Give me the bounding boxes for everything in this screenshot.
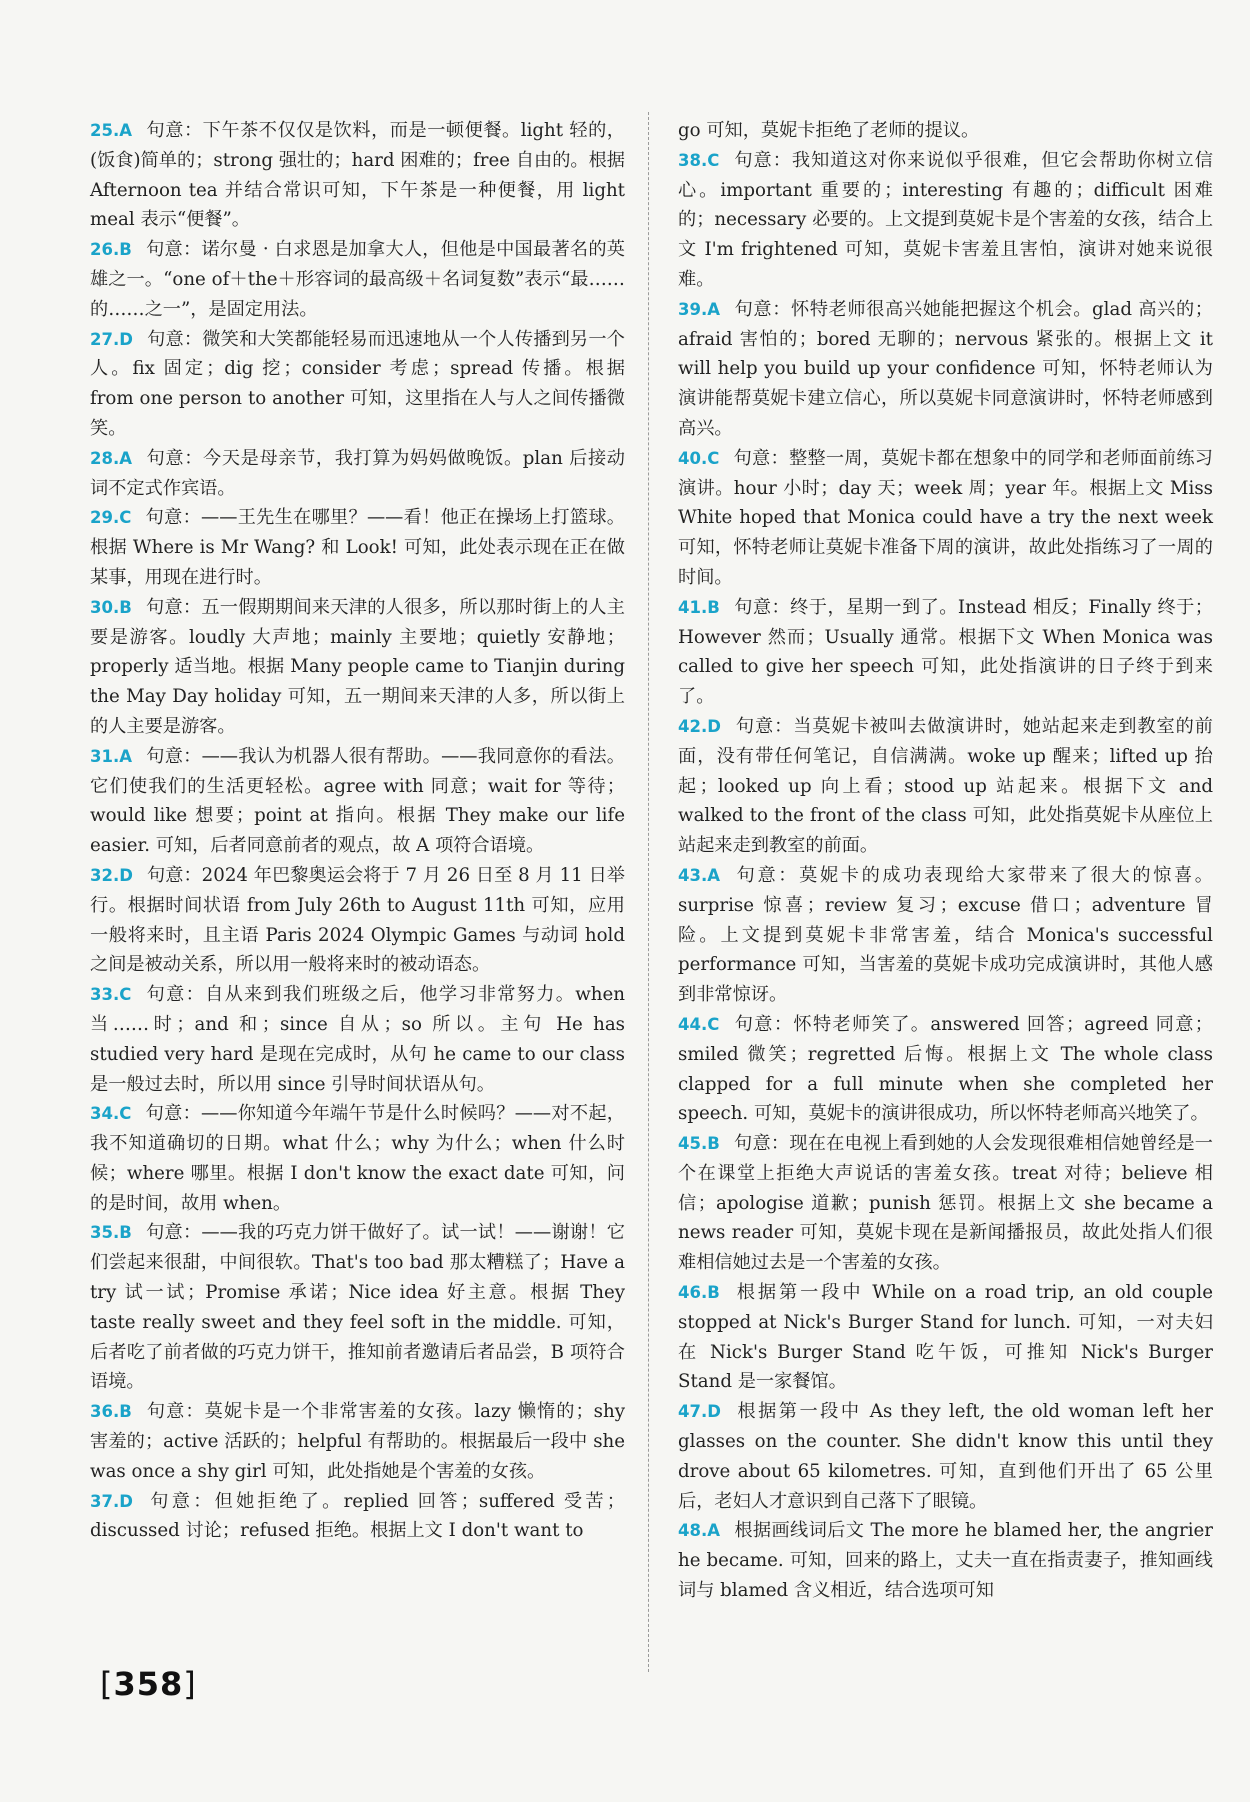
answer-explanation: 句意：我知道这对你来说似乎很难，但它会帮助你树立信心。important 重要的；interesting 有趣的；difficult 困难的；necessary 必要的。上文提到莫妮卡是个害羞的女孩，结合上文 I'm frightened 可知，莫妮卡害羞且害怕，演讲对她来说很难。 <box>678 149 1213 290</box>
answer-entry <box>678 146 1213 295</box>
answer-explanation: 句意：怀特老师很高兴她能把握这个机会。glad 高兴的；afraid 害怕的；bored 无聊的；nervous 紧张的。根据上文 it will help you build up your confidence 可知，怀特老师认为演讲能帮莫妮卡建立信心，所以莫妮卡同意演讲时，怀特老师感到高兴。 <box>678 298 1213 439</box>
answer-entry <box>90 235 625 324</box>
answer-entry <box>90 1487 625 1547</box>
answer-explanation: 句意：自从来到我们班级之后，他学习非常努力。when 当……时；and 和；since 自从；so 所以。主句 He has studied very hard 是现在完成时，从句 he came to our class 是一般过去时，所以用 since 引导时间状语从句。 <box>90 984 625 1095</box>
answer-explanation: 句意：但她拒绝了。replied 回答；suffered 受苦；discussed 讨论；refused 拒绝。根据上文 I don't want to <box>90 1490 625 1542</box>
answer-entry <box>90 325 625 444</box>
answer-entry <box>678 1278 1213 1397</box>
column-divider <box>648 112 649 1672</box>
answer-explanation: 句意：怀特老师笑了。answered 回答；agreed 同意；smiled 微笑；regretted 后悔。根据上文 The whole class clapped for a full minute when she completed her speech. 可知，莫妮卡的演讲很成功，所以怀特老师高兴地笑了。 <box>678 1013 1213 1125</box>
question-number: 31.A <box>90 746 132 766</box>
answer-explanation: go 可知，莫妮卡拒绝了老师的提议。 <box>678 120 980 141</box>
question-number: 42.D <box>678 716 721 736</box>
answer-entry <box>678 1516 1213 1605</box>
answer-explanation: 句意：整整一周，莫妮卡都在想象中的同学和老师面前练习演讲。hour 小时；day 天；week 周；year 年。根据上文 Miss White hoped that Monica could have a try the next week 可知，怀特老师让莫妮卡准备下周的演讲，故此处指练习了一周的时间。 <box>678 447 1213 588</box>
answer-explanation: 句意：微笑和大笑都能轻易而迅速地从一个人传播到另一个人。fix 固定；dig 挖；consider 考虑；spread 传播。根据 from one person to another 可知，这里指在人与人之间传播微笑。 <box>90 328 625 439</box>
answer-explanation: 句意：终于，星期一到了。Instead 相反；Finally 终于；However 然而；Usually 通常。根据下文 When Monica was called to give her speech 可知，此处指演讲的日子终于到来了。 <box>678 596 1213 708</box>
question-number: 47.D <box>678 1402 721 1422</box>
answer-explanation: 根据第一段中 As they left, the old woman left her glasses on the counter. She didn't know this until they drove about 65 kilometres. 可知，直到他们开出了 65 公里后，老妇人才意识到自己落下了眼镜。 <box>678 1401 1213 1512</box>
answer-explanation: 根据第一段中 While on a road trip, an old couple stopped at Nick's Burger Stand for lunch. 可知，一对夫妇在 Nick's Burger Stand 吃午饭，可推知 Nick's Burger Stand 是一家餐馆。 <box>678 1282 1213 1393</box>
question-number: 30.B <box>90 597 132 617</box>
question-number: 40.C <box>678 448 720 468</box>
answer-explanation: 句意：当莫妮卡被叫去做演讲时，她站起来走到教室的前面，没有带任何笔记，自信满满。woke up 醒来；lifted up 抬起；looked up 向上看；stood up 站起来。根据下文 and walked to the front of the class 可知，此处指莫妮卡从座位上站起来走到教室的前面。 <box>678 715 1213 857</box>
question-number: 35.B <box>90 1223 132 1243</box>
question-number: 43.A <box>678 865 720 885</box>
left-column <box>90 116 625 1546</box>
answer-entry <box>678 593 1213 712</box>
question-number: 26.B <box>90 240 132 260</box>
answer-entry <box>678 1010 1213 1129</box>
answer-explanation: 句意：五一假期期间来天津的人很多，所以那时街上的人主要是游客。loudly 大声地；mainly 主要地；quietly 安静地；properly 适当地。根据 Many people came to Tianjin during the May Day holiday 可知，五一期间来天津的人多，所以街上的人主要是游客。 <box>90 596 625 737</box>
question-number: 29.C <box>90 508 132 528</box>
answer-entry <box>678 712 1213 861</box>
answer-explanation: 句意：今天是母亲节，我打算为妈妈做晚饭。plan 后接动词不定式作宾语。 <box>90 447 625 499</box>
answer-entry <box>678 1397 1213 1516</box>
answer-entry <box>90 742 625 861</box>
answer-entry <box>90 503 625 592</box>
question-number: 36.B <box>90 1402 132 1422</box>
question-number: 41.B <box>678 597 720 617</box>
question-number: 28.A <box>90 448 132 468</box>
question-number: 27.D <box>90 329 133 349</box>
answer-entry <box>678 444 1213 593</box>
answer-explanation: 句意：2024 年巴黎奥运会将于 7 月 26 日至 8 月 11 日举行。根据时间状语 from July 26th to August 11th 可知，应用一般将来时，且主语 Paris 2024 Olympic Games 与动词 hold 之间是被动关系，所以用一般将来时的被动语态。 <box>90 864 625 976</box>
question-number: 25.A <box>90 121 132 140</box>
answer-explanation: 句意：——王先生在哪里？——看！他正在操场上打篮球。根据 Where is Mr Wang? 和 Look! 可知，此处表示现在正在做某事，用现在进行时。 <box>90 507 625 588</box>
question-number: 46.B <box>678 1283 720 1303</box>
right-column <box>678 116 1213 1606</box>
answer-explanation: 句意：——我认为机器人很有帮助。——我同意你的看法。它们使我们的生活更轻松。agree with 同意；wait for 等待；would like 想要；point at 指向。根据 They make our life easier. 可知，后者同意前者的观点，故 A 项符合语境。 <box>90 745 625 857</box>
answer-entry <box>90 444 625 504</box>
answer-explanation: 句意：莫妮卡是一个非常害羞的女孩。lazy 懒惰的；shy 害羞的；active 活跃的；helpful 有帮助的。根据最后一段中 she was once a shy girl 可知，此处指她是个害羞的女孩。 <box>90 1401 625 1482</box>
answer-entry <box>90 593 625 742</box>
answer-entry <box>90 1099 625 1218</box>
answer-entry-continued <box>678 116 1213 146</box>
answer-explanation: 句意：诺尔曼 · 白求恩是加拿大人，但他是中国最著名的英雄之一。“one of＋the＋形容词的最高级＋名词复数”表示“最……的……之一”，是固定用法。 <box>90 239 625 320</box>
answer-explanation: 句意：莫妮卡的成功表现给大家带来了很大的惊喜。surprise 惊喜；review 复习；excuse 借口；adventure 冒险。上文提到莫妮卡非常害羞，结合 Monica's successful performance 可知，当害羞的莫妮卡成功完成演讲时，其他人感到非常惊讶。 <box>678 864 1213 1006</box>
answer-explanation: 句意：现在在电视上看到她的人会发现很难相信她曾经是一个在课堂上拒绝大声说话的害羞女孩。treat 对待；believe 相信；apologise 道歉；punish 惩罚。根据上文 she became a news reader 可知，莫妮卡现在是新闻播报员，故此处指人们很难相信她过去是一个害羞的女孩。 <box>678 1133 1213 1274</box>
answer-entry <box>678 861 1213 1010</box>
question-number: 32.D <box>90 865 133 885</box>
answer-explanation: 根据画线词后文 The more he blamed her, the angrier he became. 可知，回来的路上，丈夫一直在指责妻子，推知画线词与 blamed 含义相近，结合选项可知 <box>678 1520 1213 1602</box>
answer-explanation: 句意：——你知道今年端午节是什么时候吗？——对不起，我不知道确切的日期。what 什么；why 为什么；when 什么时候；where 哪里。根据 I don't know the exact date 可知，问的是时间，故用 when。 <box>90 1103 625 1214</box>
answer-entry <box>90 116 625 235</box>
question-number: 39.A <box>678 299 720 319</box>
question-number: 45.B <box>678 1134 720 1154</box>
answer-explanation: 句意：下午茶不仅仅是饮料，而是一顿便餐。light 轻的，(饭食)简单的；strong 强壮的；hard 困难的；free 自由的。根据 Afternoon tea 并结合常识可知，下午茶是一种便餐，用 light meal 表示“便餐”。 <box>90 120 625 231</box>
answer-entry <box>678 1129 1213 1278</box>
question-number: 33.C <box>90 985 132 1005</box>
answer-entry <box>90 980 625 1099</box>
question-number: 44.C <box>678 1014 720 1034</box>
question-number: 34.C <box>90 1104 132 1124</box>
answer-entry <box>90 1397 625 1486</box>
answer-entry <box>678 295 1213 444</box>
answer-entry <box>90 1218 625 1397</box>
page-number: [358] <box>100 1665 197 1703</box>
question-number: 38.C <box>678 150 720 170</box>
answer-explanation: 句意：——我的巧克力饼干做好了。试一试！——谢谢！它们尝起来很甜，中间很软。That's too bad 那太糟糕了；Have a try 试一试；Promise 承诺；Nice idea 好主意。根据 They taste really sweet and they feel soft in the middle. 可知，后者吃了前者做的巧克力饼干，推知前者邀请后者品尝，B 项符合语境。 <box>90 1222 625 1393</box>
question-number: 37.D <box>90 1491 133 1511</box>
answer-entry <box>90 861 625 980</box>
question-number: 48.A <box>678 1521 720 1541</box>
